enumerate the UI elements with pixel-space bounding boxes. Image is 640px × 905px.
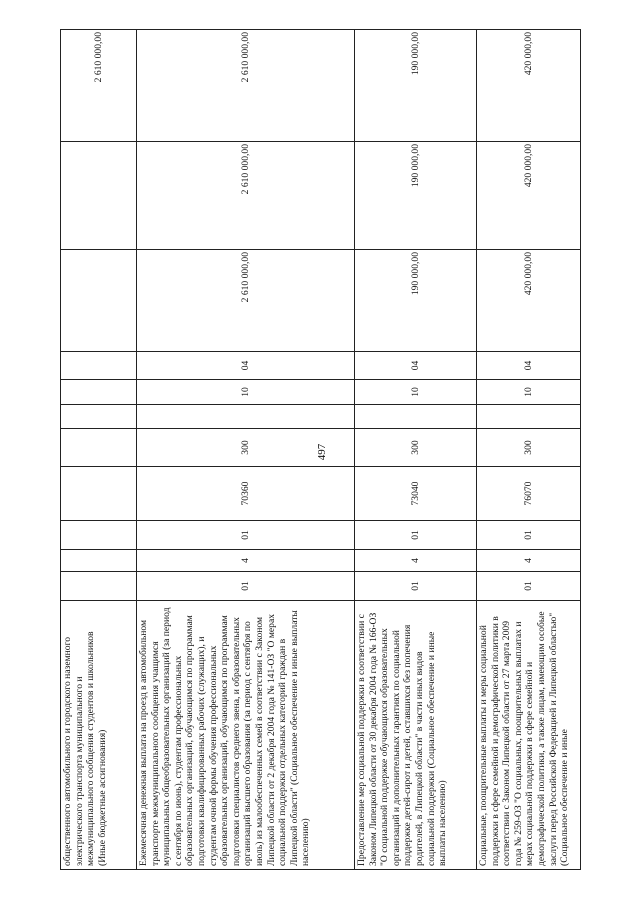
subsection-code bbox=[61, 352, 137, 380]
section-code bbox=[61, 380, 137, 405]
program-code: 01 bbox=[355, 572, 477, 601]
subprogram-code: 4 bbox=[137, 550, 355, 572]
amount-year-3: 190 000,00 bbox=[355, 30, 477, 142]
empty-code-cell bbox=[477, 405, 581, 429]
amount-year-2: 420 000,00 bbox=[477, 142, 581, 250]
section-code: 10 bbox=[477, 380, 581, 405]
subprogram-code: 4 bbox=[355, 550, 477, 572]
amount-year-3: 2 610 000,00 bbox=[137, 30, 355, 142]
table-row bbox=[477, 30, 581, 870]
subsection-code: 04 bbox=[137, 352, 355, 380]
page-number: 497 bbox=[316, 443, 328, 461]
row-description: Ежемесячная денежная выплата на проезд в автомобильном транспорте межмуниципального сообщения учащимся муниципальных общеобразовательных организаций (за период с сентября по июнь), студентам профессиональных образовательных организаций, обучающимся по программам подготовки квалифицированных рабочих (служащих), и студентам очной формы обучения профессиональных образовательных организаций, обучающимся по программам подготовки специалистов среднего звена, и образовательных организаций высшего образования (за период с сентября по июль) из малообеспеченных семей в соответствии с Законом Липецкой области от 2 декабря 2004 года № 141-ОЗ "О мерах социальной поддержки отдельных категорий граждан в Липецкой области" (Социальное обеспечение и иные выплаты населению) bbox=[137, 601, 355, 870]
direction-code bbox=[61, 467, 137, 521]
empty-code-cell bbox=[61, 405, 137, 429]
amount-year-2: 190 000,00 bbox=[355, 142, 477, 250]
amount-year-1: 190 000,00 bbox=[355, 250, 477, 352]
budget-table-container bbox=[60, 30, 580, 870]
amount-year-3: 2 610 000,00 bbox=[61, 30, 137, 142]
subsection-code: 04 bbox=[477, 352, 581, 380]
row-description: общественного автомобильного и городского наземного электрического транспорта муниципального и межмуниципального сообщения студентов и школьников (Иные бюджетные ассигнования) bbox=[61, 601, 137, 870]
amount-year-2: 2 610 000,00 bbox=[137, 142, 355, 250]
expense-type-code bbox=[61, 429, 137, 467]
row-description: Социальные, поощрительные выплаты и меры социальной поддержки в сфере семейной и демографической политики в соответствии с Законом Липецкой области от 27 марта 2009 года № 259-ОЗ "О социальных, поощрительных выплатах и мерах социальной поддержки в сфере семейной и демографической политики, а также лицам, имеющим особые заслуги перед Российской Федерацией и Липецкой областью" (Социальное обеспечение и иные bbox=[477, 601, 581, 870]
row-description: Предоставление мер социальной поддержки в соответствии с Законом Липецкой области от 30 декабря 2004 года № 166-ОЗ "О социальной поддержке обучающихся образовательных организаций и дополнительных гарантиях по социальной поддержке детей-сирот и детей, оставшихся без попечения родителей, в Липецкой области" в части иных видов социальной поддержки (Социальное обеспечение и иные выплаты населению) bbox=[355, 601, 477, 870]
main-activity-code: 01 bbox=[477, 521, 581, 550]
direction-code: 76070 bbox=[477, 467, 581, 521]
amount-year-1: 2 610 000,00 bbox=[137, 250, 355, 352]
amount-year-3: 420 000,00 bbox=[477, 30, 581, 142]
empty-code-cell bbox=[137, 405, 355, 429]
program-code bbox=[61, 572, 137, 601]
rotated-table-frame bbox=[60, 30, 580, 870]
table-row bbox=[355, 30, 477, 870]
amount-year-1: 420 000,00 bbox=[477, 250, 581, 352]
table-row bbox=[137, 30, 355, 870]
direction-code: 73040 bbox=[355, 467, 477, 521]
section-code: 10 bbox=[355, 380, 477, 405]
expense-type-code: 300 bbox=[137, 429, 355, 467]
subprogram-code bbox=[61, 550, 137, 572]
expense-type-code: 300 bbox=[355, 429, 477, 467]
section-code: 10 bbox=[137, 380, 355, 405]
subprogram-code: 4 bbox=[477, 550, 581, 572]
amount-year-2 bbox=[61, 142, 137, 250]
budget-table bbox=[60, 29, 581, 870]
main-activity-code: 01 bbox=[355, 521, 477, 550]
program-code: 01 bbox=[137, 572, 355, 601]
empty-code-cell bbox=[355, 405, 477, 429]
direction-code: 70360 bbox=[137, 467, 355, 521]
amount-year-1 bbox=[61, 250, 137, 352]
main-activity-code: 01 bbox=[137, 521, 355, 550]
subsection-code: 04 bbox=[355, 352, 477, 380]
table-row bbox=[61, 30, 137, 870]
program-code: 01 bbox=[477, 572, 581, 601]
main-activity-code bbox=[61, 521, 137, 550]
expense-type-code: 300 bbox=[477, 429, 581, 467]
